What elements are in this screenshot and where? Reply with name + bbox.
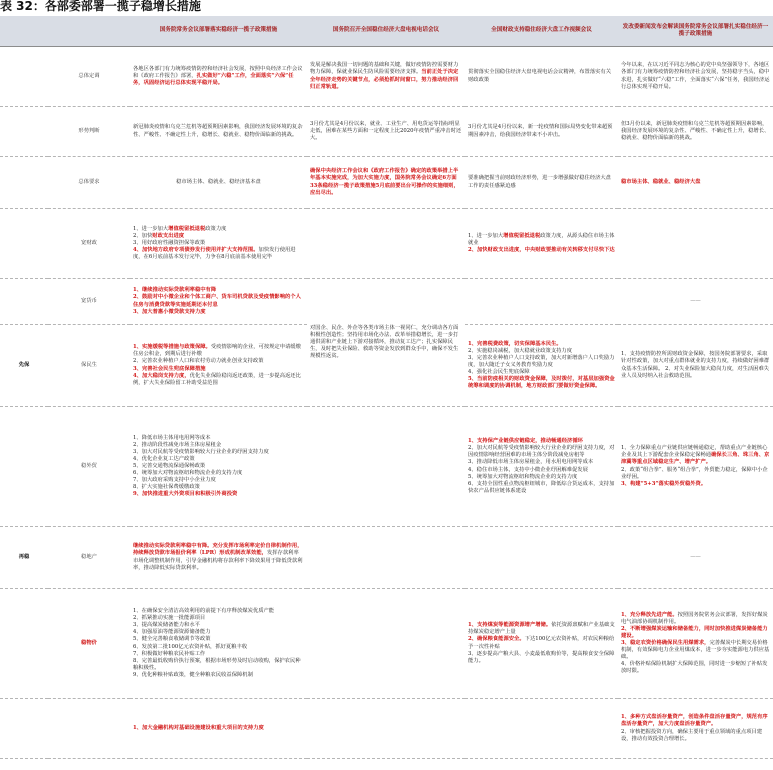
header-category [0, 16, 48, 47]
cell-c1: 稳市场主体、稳就业、稳经济基本盘 [130, 157, 307, 209]
row-category [0, 157, 48, 209]
cell-line: 6、支持全国性重点物流枢纽城市，降低综合货运成本，支持加快农产品供应链体系建设 [468, 480, 615, 494]
cell-c2: 确保中央经济工作会议和《政府工作报告》确定的政策举措上半年基本实施完成，为加大实施力度，国务院常务会议确定6方面33条稳经济一揽子政策措施5月底前要出台可操作的实施细则，应出尽出。 [307, 157, 465, 209]
header-item [48, 16, 130, 47]
cell-line-highlight: 确保长三角、珠三角、京津冀等重点区域稳定生产、增产扩产。 [621, 452, 770, 466]
cell-line-highlight: 2、不断增强煤炭运输和储备能力，同时加快推进煤炭储备能力建设。 [621, 625, 768, 639]
cell-c2 [307, 407, 465, 527]
cell-line-highlight: 9、加快推进重大外资项目和积极引外商投资 [133, 491, 238, 498]
cell-line-highlight: 3、稳定农资价格确保民生用煤需求， [621, 639, 710, 646]
cell-c3 [465, 325, 618, 407]
cell-line: 4、加强原油等能源资源储备能力 [133, 629, 211, 636]
cell-line: 3、推动降低市场主体房屋租金，用水用电用网等成本 [468, 459, 594, 466]
row-category [0, 699, 48, 759]
cell-c4 [618, 699, 773, 759]
cell-line: 依托资源禀赋和产业基础支持煤炭稳定增产上量 [468, 622, 615, 636]
cell-line: 1、在确保安全清洁高效利用的前提下有序释放煤炭优质产能 [133, 608, 275, 615]
cell-line-highlight: 1、完善税费政策，切实保障基本民生。 [468, 340, 562, 347]
cell-line-highlight: 增值税留抵退税 [503, 232, 541, 239]
table-row [0, 279, 773, 325]
cell-c4: 稳市场主体、稳就业、稳经济大盘 [618, 157, 773, 209]
cell-c4: 1、支持疫情防控所需财政资金保障，按国务院部署要求，采取针对性政策，加大对重点群体就业的支持力度，持续做好困难群众基本生活保障。 2、对失业保险加大稳岗力度，对生活困难失业人员及时纳入社会救助范围。 [618, 325, 773, 407]
cell-line: 2、政策“组合拳”、服务“组合拳”，外贸能力稳定，保障中小企业纾困。 [621, 466, 768, 480]
row-category [0, 407, 48, 527]
cell-c2 [307, 209, 465, 279]
cell-line: 优化失业保险稳岗返还政策，进一步提高返还比例，扩大失业保险留工补助受益范围 [133, 372, 301, 386]
table-row [0, 47, 773, 107]
cell-c1 [130, 527, 307, 589]
row-label: 宽货币 [48, 279, 130, 325]
table-row [0, 157, 773, 209]
cell-text: 各地区各部门有力统筹疫情防控和经济社会发展，按照中央经济工作会议和《政府工作报告》部署， [133, 65, 303, 79]
cell-line: 6、发放第二批100亿元农资补贴，抓好夏粮丰收 [133, 643, 248, 650]
cell-line: 完善煤炭中长期交易价格机制，有效保障电力企业用煤成本，进一步夯实能源电力供应基础。 [621, 639, 770, 661]
table-row [0, 107, 773, 157]
cell-line-highlight: 3、构建“5+3”落实稳外贸稳外资。 [621, 480, 707, 487]
header-state-council-exec: 国务院常务会议部署落实稳经济一揽子政策措施 [130, 16, 307, 47]
row-category: 先保 [0, 325, 48, 407]
cell-c4: 但3月份以来，新冠肺炎疫情和乌克兰危机等超预期因素影响，我国经济发展环境的复杂性、严峻性、不确定性上升，稳增长、稳就业、稳物价面临新的挑战。 [618, 107, 773, 157]
row-label: 宽财政 [48, 209, 130, 279]
cell-line: 政策力度，从源头稳住市场主体就业 [468, 232, 615, 246]
cell-c3: 要准确把握当前财政经济形势，进一步增强做好稳住经济大盘工作的责任感紧迫感 [465, 157, 618, 209]
header-teleconference: 国务院召开全国稳住经济大盘电视电话会议 [307, 16, 465, 47]
row-label [48, 699, 130, 759]
row-label: 总体要求 [48, 157, 130, 209]
cell-text-highlight: 当前正处于决定全年经济走势的关键节点，必须抢抓时间窗口，努力推动经济回归正常轨道。 [310, 69, 459, 90]
policy-table [0, 16, 773, 759]
cell-line: 受疫情影响的企业，可按规定申请缓缴住房公积金，到期后进行补缴 [133, 344, 301, 358]
table-row [0, 209, 773, 279]
header-fiscal-meeting: 全国财政支持稳住经济大盘工作视频会议 [465, 16, 618, 47]
table-row [0, 407, 773, 527]
cell-c3 [465, 589, 618, 699]
cell-c1 [130, 209, 307, 279]
cell-line: 7、积极做好种粮农民补贴工作 [133, 650, 206, 657]
cell-line: 按照国务院常务会议部署，发挥好煤炭电气油部协调机制作用。 [621, 611, 768, 625]
cell-c4: 今年以来，在以习近平同志为核心的党中央坚强领导下，各地区各部门有力统筹疫情防控和经济社会发展，坚持稳字当头，稳中求进，扎实做好“六稳”工作，全面落实“六保”任务，我国经济运行总体实现平稳开局。 [618, 47, 773, 107]
cell-c3 [465, 407, 618, 527]
cell-line: 6、统筹加大对物流枢纽和物流企业的支持力度 [133, 470, 243, 477]
row-label: 稳地产 [48, 527, 130, 589]
cell-line-highlight: 1、支持煤炭等能源资源增产增储。 [468, 622, 552, 629]
cell-c3 [465, 699, 618, 759]
cell-c2 [307, 589, 465, 699]
cell-line-highlight: 2、加快财政支出进度， [468, 247, 525, 254]
cell-line-highlight: 增值税留抵退税 [168, 225, 206, 232]
cell-line: 1、降低市场主体用电用网等成本 [133, 434, 211, 441]
cell-c1 [130, 407, 307, 527]
cell-text-highlight: 扎实做好“六稳”工作，全面落实“六保”任务，巩固经济运行总体实现平稳开局。 [133, 72, 294, 87]
cell-line-highlight: 财政支出进度 [152, 232, 185, 239]
cell-line: 4、强化社会民生兜底保障 [468, 369, 530, 376]
cell-c1 [130, 47, 307, 107]
cell-line-highlight: 1、充分释放先进产能。 [621, 611, 678, 618]
cell-c3 [465, 527, 618, 589]
cell-c4 [618, 209, 773, 279]
cell-line-highlight: 1、多种方式盘活存量资产，创造条件盘活存量资产，规范有序盘活存量资产，加大力度盘活存量资产。 [621, 714, 768, 728]
cell-line: 1、进一步加大 [468, 232, 504, 239]
row-category [0, 279, 48, 325]
table-row [0, 699, 773, 759]
cell-c4: —— [618, 279, 773, 325]
cell-c2 [307, 47, 465, 107]
cell-line: 5、健全完善粮食收储调节等政策 [133, 636, 211, 643]
cell-line: 5、完善交通物流保通保畅政策 [133, 462, 206, 469]
cell-line: 1、全力保障重点产业链供应链畅通稳定，帮助重点产业链核心企业及其上下游配套企业保稳定保畅通 [621, 445, 768, 459]
cell-line-highlight: 1、支持保产业链供应链稳定，推动畅通经济循环 [468, 438, 583, 445]
cell-line: 3、完善农业种植户人口支持政策，加大对新增落户人口奖励力度，加大随迁子女义务教育奖励力度 [468, 354, 615, 368]
cell-line: 政策力度 [205, 225, 227, 232]
cell-line: 2、实施稳岗减税，加大稳就业政策支持力度 [468, 347, 573, 354]
cell-c2 [307, 699, 465, 759]
cell-c3: 3月份尤其是4月份以来，新一轮疫情和国际局势变化带来超预期因素冲击，给我国经济带来不小冲击。 [465, 107, 618, 157]
row-category [0, 209, 48, 279]
table-header-row [0, 16, 773, 47]
row-label: 稳物价 [48, 589, 130, 699]
cell-line-highlight: 4、加快地方政府专项债券发行使用并扩大支持范围。 [133, 247, 259, 254]
row-label: 稳外贸 [48, 407, 130, 527]
cell-c1 [130, 279, 307, 325]
table-title: 表 32：各部委部署一揽子稳增长措施 [0, 0, 201, 13]
cell-c3: 贯彻落实全国稳住经济大盘电视电话会议精神，布置落实有关财政政策 [465, 47, 618, 107]
cell-line: 8、扩大实施社保费缓缴政策 [133, 484, 200, 491]
cell-line: 5、统筹加大对物流枢纽和物流企业的支持力度 [468, 473, 578, 480]
cell-line: 2、加快 [133, 232, 153, 239]
cell-line: 2、推动阶段性减免市场主体房屋租金 [133, 441, 222, 448]
cell-line: 下达100亿元农资补贴，对农民种粮给予一次性补贴 [468, 636, 615, 650]
cell-line-highlight: 4、加大稳岗支持力度， [133, 372, 190, 379]
cell-c2 [307, 527, 465, 589]
cell-line-highlight: 1、实施缓税等措施与政策保障。 [133, 344, 211, 351]
cell-c1 [130, 699, 307, 759]
row-category: 再稳 [0, 527, 48, 589]
row-category [0, 589, 48, 699]
cell-line: 3、加大对民航等受疫情影响较大行业企业的纾困支持力度 [133, 448, 269, 455]
cell-text: 发展是解决我国一切问题的基础和关键，做好疫情防控需要财力物力保障，保就业保民生防风险需要经济支撑。 [310, 62, 459, 76]
cell-line-highlight: 3、完善社会民生兜底保障措施 [133, 365, 206, 372]
row-label: 总体定调 [48, 47, 130, 107]
cell-line-highlight: 5、当前防疫相关的财政资金保障，及时拨付，对基层加强资金统筹和调度的协调机制，地方财政部门要做好资金保障。 [468, 376, 615, 390]
cell-line-highlight: 中央财政要推动有关转移支付尽快下达 [524, 247, 615, 254]
cell-line: 4、优化企业复工达产政策 [133, 455, 195, 462]
cell-line-highlight: 1、加大金融机构对基础设施建设和重大项目的支持力度 [133, 724, 264, 731]
cell-line-highlight: 1、继续推动实际贷款利率稳中有降 [133, 287, 217, 294]
cell-c2: 对国企、民企、外企等各类市场主体一视同仁，充分调动各方面积极性创造性；坚持用市场化办法、改革举措稳增长，进一步打通供需和产业链上下游对接循环，推动复工达产；扎实保障民生，及时把失业保险、救助等资金发放到群众手中，确保不发生规模性返贫。 [307, 279, 465, 407]
row-category [0, 107, 48, 157]
table-row [0, 527, 773, 589]
cell-c1 [130, 325, 307, 407]
cell-line: 加快发行使用进度，在6月底前基本发行完毕，力争在8月底前基本使用完毕 [133, 247, 296, 261]
cell-c4 [618, 407, 773, 527]
cell-c4 [618, 589, 773, 699]
cell-line: 2、审核把握投资方向，确保主要用于重点领域的重点项目建设，推动有效投资合理增长。 [621, 728, 763, 742]
cell-line-highlight: 2、鼓励对中小微企业和个体工商户、货车司机贷款及受疫情影响的个人住房与消费贷款等实施延期还本付息 [133, 294, 301, 308]
cell-c3 [465, 209, 618, 279]
cell-line: 3、逐步提高产粮大县、小麦最低收购价等，提高粮食安全保障能力。 [468, 650, 615, 664]
cell-line: 9、优化种粮补贴政策，健全种粮农民收益保障机制 [133, 671, 253, 678]
header-ndrc-briefing: 发改委新闻发布会解读国务院常务会议部署扎实稳住经济一揽子政策措施 [618, 16, 773, 47]
cell-line: 2、加大对民航等受疫情影响较大行业企业的纾困支持力度，对因疫情影响经营困难的市场主体分阶段减免房租等 [468, 445, 615, 459]
cell-line: 7、加大政府采购支持中小企业力度 [133, 477, 216, 484]
cell-c4: —— [618, 527, 773, 589]
cell-line: 1、进一步加大 [133, 225, 169, 232]
cell-line: 3、提高煤炭储备能力和水平 [133, 622, 200, 629]
cell-line: 4、价格补贴保险机制扩大保障范围，同时进一步缩短了补贴发放时限。 [621, 661, 768, 675]
cell-line-highlight: 继续推动实际贷款利率稳中有降。充分发挥市场利率定价自律机制作用，持续释放贷款市场报价利率（LPR）形成机制改革效能， [133, 543, 303, 557]
row-label: 保民生 [48, 325, 130, 407]
cell-line-highlight: 2、确保粮食能源安全。 [468, 636, 525, 643]
cell-c1: 新冠肺炎疫情和乌克兰危机等超预期因素影响，我国经济发展环境的复杂性、严峻性、不确定性上升，稳增长、稳就业、稳物价面临新的挑战。 [130, 107, 307, 157]
cell-line: 2、抓紧推动实施一批能源项目 [133, 615, 206, 622]
cell-c2: 3月份尤其是4月份以来，就业、工业生产、用电货运等指标明显走低，困难在某些方面和一定程度上比2020年疫情严重冲击时还大。 [307, 107, 465, 157]
cell-line: 3、用好政府性融资担保等政策 [133, 239, 206, 246]
cell-c1 [130, 589, 307, 699]
cell-line: 8、完善最低收购价执行预案，根据市场形势及时启动收购，保护农民种粮积极性。 [133, 657, 301, 671]
cell-line: 2、完善农业种植户人口和农村劳动力就业创业支持政策 [133, 358, 264, 365]
table-row [0, 589, 773, 699]
cell-line-highlight: 3、加大普惠小微贷款支持力度 [133, 308, 206, 315]
row-category [0, 47, 48, 107]
row-label: 形势判断 [48, 107, 130, 157]
cell-line: 4、稳住市场主体，支持中小微企业纾困解难促发展 [468, 466, 588, 473]
cell-line: 发挥存款利率市场化调整机制作用，引导金融机构将存款利率下降效果用于降低贷款利率，推动降低实际贷款利率。 [133, 550, 303, 571]
cell-c3 [465, 279, 618, 325]
